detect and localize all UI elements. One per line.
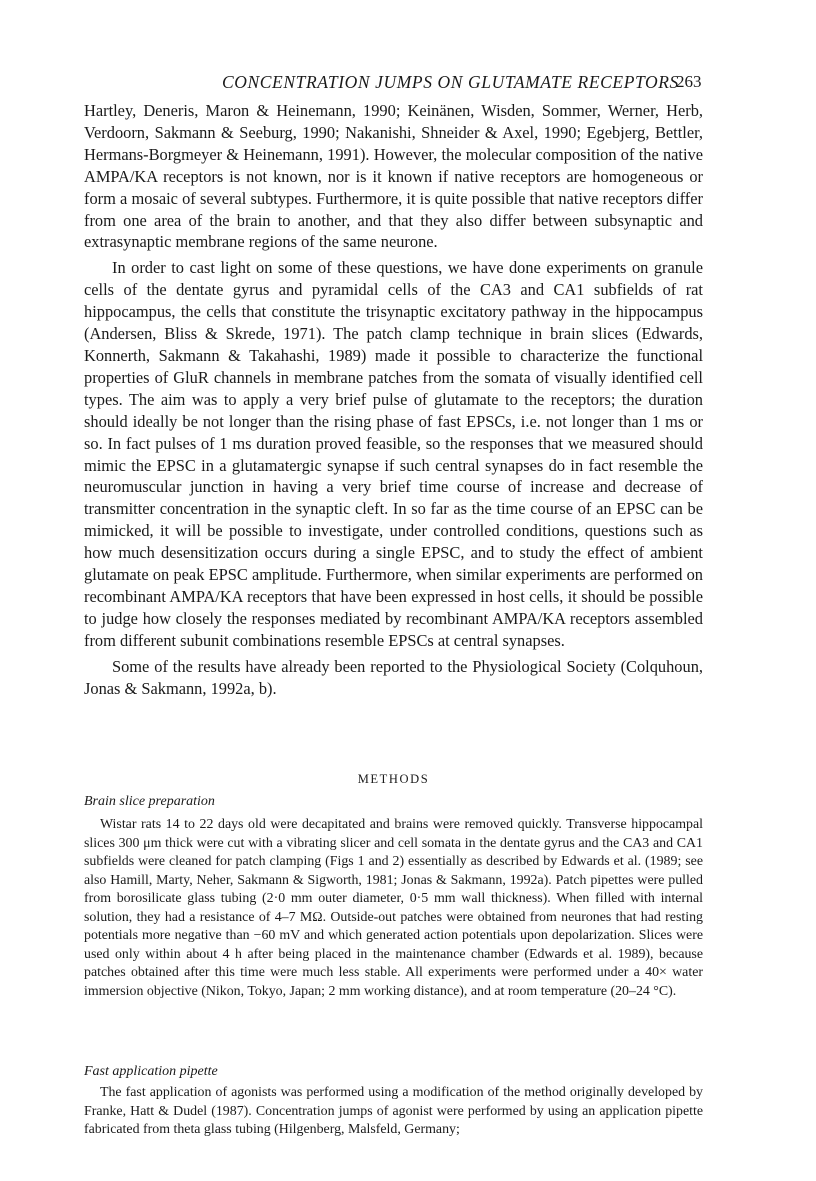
methods-heading: METHODS [357,772,430,786]
brain-slice-text [84,816,703,1001]
fast-application-paragraph: The fast application of agonists was performed using a modification of the method originally developed by Franke, Hatt & Dudel (1987). Concentration jumps of agonist were performed by using an application pipette fabricated from theta glass tubing (Hilgenberg, Malsfeld, Germany; [84,1085,703,1137]
introduction-text [84,100,703,699]
paragraph-2: In order to cast light on some of these questions, we have done experiments on granule cells of the dentate gyrus and pyramidal cells of the CA3 and CA1 subfields of rat hippocampus, the cells that constitute the trisynaptic excitatory pathway in the hippocampus (Andersen, Bliss & Skrede, 1971). The patch clamp technique in brain slices (Edwards, Konnerth, Sakmann & Takahashi, 1989) made it possible to characterize the functional properties of GluR channels in membrane patches from the somata of visually identified cell types. The aim was to apply a very brief pulse of glutamate to the receptors; the duration should ideally be not longer than the rising phase of fast EPSCs, i.e. not longer than 1 ms or so. In fact pulses of 1 ms duration proved feasible, so the responses that we measured should mimic the EPSC in a glutamatergic synapse if such central synapses do in fact resemble the neuromuscular junction in having a very brief time course of increase and decrease of transmitter concentration in the synaptic cleft. In so far as the time course of an EPSC can be mimicked, it will be possible to investigate, under controlled conditions, questions such as how much desensitization occurs during a single EPSC, and to study the effect of ambient glutamate on peak EPSC amplitude. Furthermore, when similar experiments are performed on recombinant AMPA/KA receptors that have been expressed in host cells, it should be possible to judge how closely the responses mediated by recombinant AMPA/KA receptors assembled from different subunit combinations resemble EPSCs at central synapses. [84,258,703,650]
paragraph-3: Some of the results have already been reported to the Physiological Society (Colquhoun, Jonas & Sakmann, 1992a, b). [84,656,703,698]
brain-slice-paragraph: Wistar rats 14 to 22 days old were decapitated and brains were removed quickly. Transverse hippocampal slices 300 μm thick were cut with a vibrating slicer and cell somata in the dentate gyrus and the CA3 and CA1 subfields were cleaned for patch clamping (Figs 1 and 2) essentially as described by Edwards et al. (1989; see also Hamill, Marty, Neher, Sakmann & Sigworth, 1981; Jonas & Sakmann, 1992a). Patch pipettes were pulled from borosilicate glass tubing (2·0 mm outer diameter, 0·5 mm wall thickness). When filled with internal solution, they had a resistance of 4–7 MΩ. Outside-out patches were obtained from neurones that had resting potentials more negative than −60 mV and which generated action potentials upon depolarization. Slices were used only within about 4 h after being placed in the maintenance chamber (Edwards et al. 1989), because patches obtained after this time were much less stable. All experiments were performed under a 40× water immersion objective (Nikon, Tokyo, Japan; 2 mm working distance), and at room temperature (20–24 °C). [84,817,703,999]
paragraph-1: Hartley, Deneris, Maron & Heinemann, 1990; Keinänen, Wisden, Sommer, Werner, Herb, Verdoorn, Sakmann & Seeburg, 1990; Nakanishi, Shneider & Axel, 1990; Egebjerg, Bettler, Hermans-Borgmeyer & Heinemann, 1991). However, the molecular composition of the native AMPA/KA receptors is not known, nor is it known if native receptors are homogeneous or form a mosaic of several subtypes. Furthermore, it is quite possible that native receptors differ from one area of the brain to another, and that they also differ between subsynaptic and extrasynaptic membrane regions of the same neurone. [84,101,703,252]
page-number: 263 [676,72,702,91]
subheading-brain-slice: Brain slice preparation [84,794,215,809]
running-head: CONCENTRATION JUMPS ON GLUTAMATE RECEPTORS [222,72,679,92]
fast-application-text [84,1084,703,1140]
subheading-fast-application: Fast application pipette [84,1064,218,1079]
